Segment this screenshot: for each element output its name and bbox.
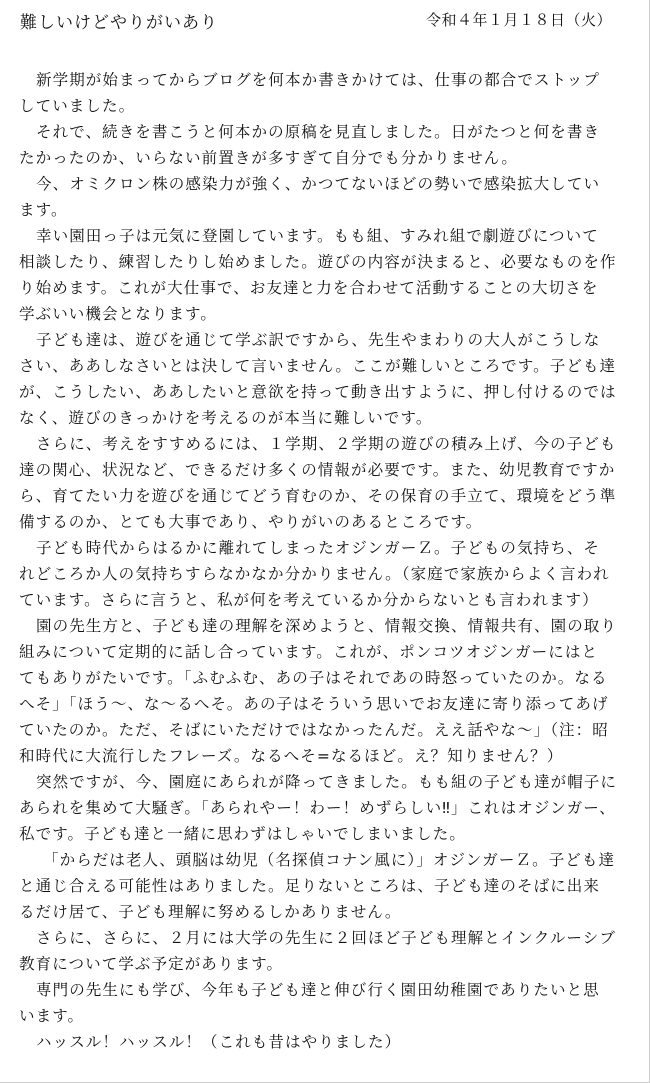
paragraph-line: てもありがたいです。「ふむふむ、あの子はそれであの時怒っていたのか。なる <box>19 669 608 687</box>
paragraph-line: たかったのか、いらない前置きが多すぎて自分でも分かりません。 <box>19 149 518 167</box>
paragraph-line: 園の先生方と、子ども達の理解を深めようと、情報交換、情報共有、園の取り <box>36 617 618 635</box>
paragraph-line: さい、ああしなさいとは決して言いません。ここが難しいところです。子ども達 <box>19 357 617 375</box>
paragraph-line: さらに、さらに、２月には大学の先生に２回ほど子ども理解とインクルーシブ <box>36 929 616 947</box>
paragraph-line: 備するのか、とても大事であり、やりがいのあるところです。 <box>19 513 483 531</box>
paragraph-line: 今、オミクロン株の感染力が強く、かつてないほどの勢いで感染拡大してい <box>36 175 601 193</box>
paragraph-line: あられを集めて大騒ぎ。「あられやー！わー！めずらしい‼」これはオジンガー、 <box>19 799 616 817</box>
paragraph-line: ます。 <box>19 201 68 219</box>
paragraph-line: さらに、考えをすすめるには、１学期、２学期の遊びの積み上げ、今の子ども <box>36 435 617 453</box>
paragraph-line: が、こうしたい、ああしたいと意欲を持って動き出すように、押し付けるのでは <box>19 383 617 401</box>
paragraph-line: と通じ合える可能性はありました。足りないところは、子ども達のそばに出来 <box>19 877 601 895</box>
paragraph-line: います。 <box>19 1007 85 1025</box>
article-body <box>19 67 635 1055</box>
paragraph-line: ら、育てたい力を遊びを通じてどう育むのか、その保育の手立て、環境をどう準 <box>19 487 617 505</box>
paragraph-line: へそ」「ほう～、な～るへそ。あの子はそういう思いでお友達に寄り添ってあげ <box>19 695 609 713</box>
paragraph-line: 達の関心、状況など、できるだけ多くの情報が必要です。また、幼児教育ですか <box>19 461 616 479</box>
paragraph-line: 学ぶいい機会となります。 <box>19 305 217 323</box>
paragraph-line: それで、続きを書こうと何本かの原稿を見直しました。日がたつと何を書き <box>36 123 601 141</box>
paragraph-line: るだけ居て、子ども理解に努めるしかありません。 <box>19 903 402 921</box>
paragraph-line: 私です。子ども達と一緒に思わずはしゃいでしまいました。 <box>19 825 466 843</box>
paragraph-line: ハッスル！ハッスル！（これも昔はやりました） <box>36 1033 402 1051</box>
paragraph-line: 子ども時代からはるかに離れてしまったオジンガーＺ。子どもの気持ち、そ <box>36 539 601 557</box>
paragraph-line: 「からだは老人、頭脳は幼児（名探偵コナン風に）」オジンガーＺ。子ども達 <box>43 851 616 869</box>
paragraph-line: 組みについて定期的に話し合っています。これが、ポンコツオジンガーにはと <box>19 643 599 661</box>
paragraph-line: り始めます。これが大仕事で、お友達と力を合わせて活動することの大切さを <box>19 279 599 297</box>
post-date: 令和４年１月１８日（火） <box>426 11 613 29</box>
paragraph-line: 和時代に大流行したフレーズ。なるへそ=なるほど。え？知りません？） <box>19 747 564 765</box>
paragraph-line: 突然ですが、今、園庭にあられが降ってきました。もも組の子ども達が帽子に <box>36 773 618 791</box>
paragraph-line: ています。さらに言うと、私が何を考えているか分からないとも言われます） <box>19 591 599 609</box>
paragraph-line: していました。 <box>19 97 136 115</box>
paragraph-line: 幸い園田っ子は元気に登園しています。もも組、すみれ組で劇遊びについて <box>36 227 599 245</box>
paragraph-line: れどころか人の気持ちすらなかなか分かりません。（家庭で家族からよく言われ <box>19 565 610 583</box>
paragraph-line: 子ども達は、遊びを通じて学ぶ訳ですから、先生やまわりの大人がこうしな <box>36 331 601 349</box>
paragraph-line: 新学期が始まってからブログを何本か書きかけては、仕事の都合でストップ <box>36 71 600 89</box>
paragraph-line: ていたのか。ただ、そばにいただけではなかったんだ。ええ話やな～」（注：昭 <box>19 721 609 739</box>
paragraph-line: 教育について学ぶ予定があります。 <box>19 955 284 973</box>
header <box>20 8 630 34</box>
paragraph-line: 専門の先生にも学び、今年も子ども達と伸び行く園田幼稚園でありたいと思 <box>36 981 600 999</box>
paragraph-line: なく、遊びのきっかけを考えるのが本当に難しいです。 <box>19 409 433 427</box>
paragraph-line: 相談したり、練習したりし始めました。遊びの内容が決まると、必要なものを作 <box>19 253 617 271</box>
page-title: 難しいけどやりがいあり <box>20 13 218 33</box>
